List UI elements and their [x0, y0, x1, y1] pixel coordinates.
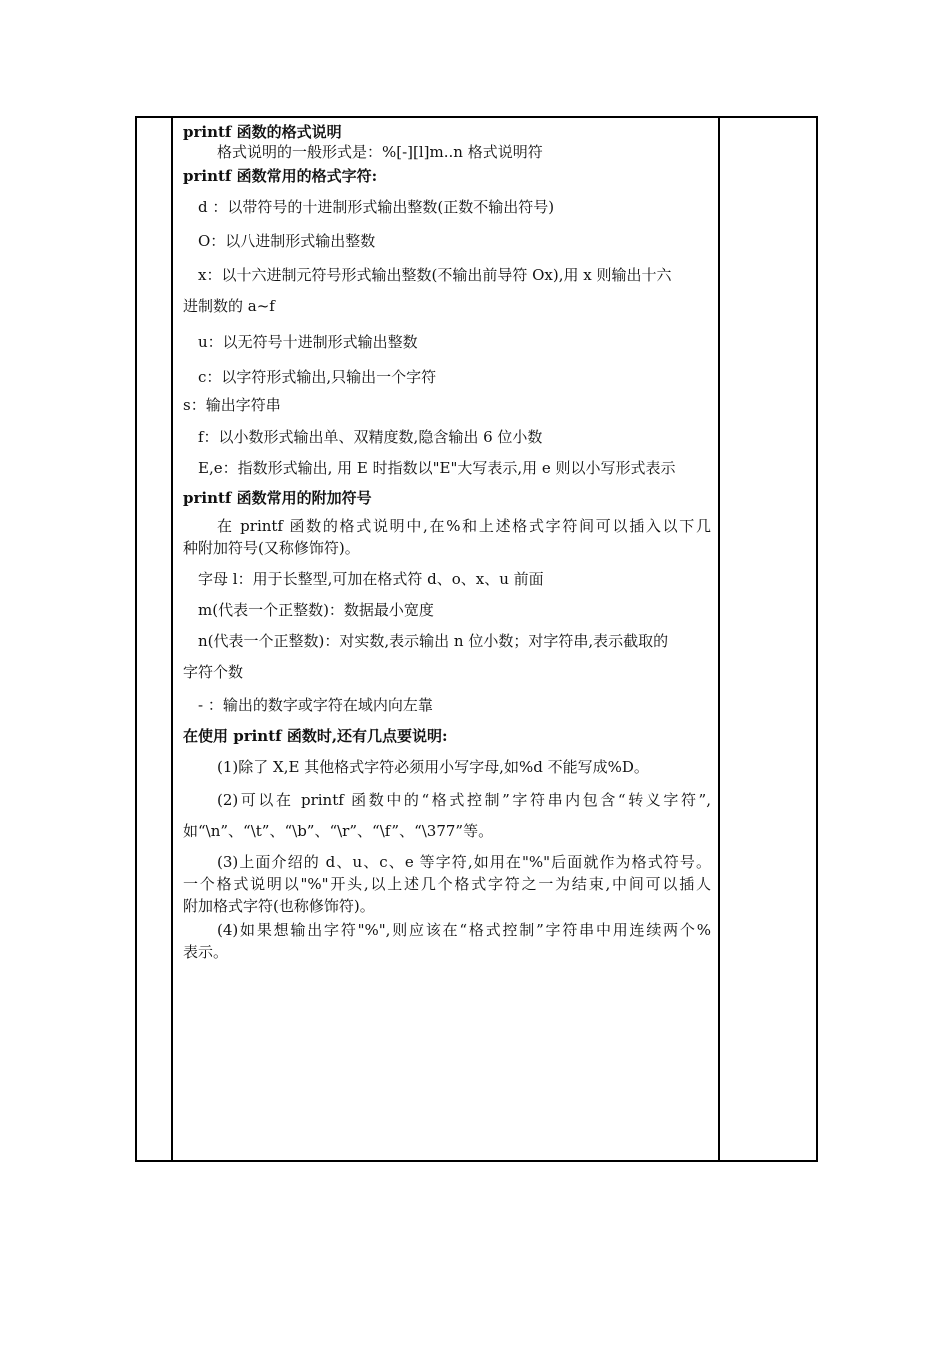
modifier-n-line-cont: 字符个数	[183, 663, 244, 681]
format-c-line: c：以字符形式输出,只输出一个字符	[198, 368, 437, 386]
note-3-line: (3)上面介绍的 d、u、c、e 等字符,如用在"%"后面就作为格式符号。	[217, 853, 711, 871]
note-2-line: (2)可以在 printf 函数中的“格式控制”字符串内包含“转义字符”,	[217, 791, 711, 809]
heading-notes: 在使用 printf 函数时,还有几点要说明:	[183, 727, 448, 745]
modifier-m-line: m(代表一个正整数)：数据最小宽度	[198, 601, 434, 619]
lesson-table	[135, 116, 818, 1162]
format-u-line: u：以无符号十进制形式输出整数	[198, 333, 418, 351]
format-d-line: d ：以带符号的十进制形式输出整数(正数不输出符号)	[198, 198, 555, 216]
format-x-line-cont: 进制数的 a~f	[183, 297, 275, 315]
note-3-line-end: 附加格式字符(也称修饰符)。	[183, 897, 375, 915]
note-1-line: (1)除了 X,E 其他格式字符必须用小写字母,如%d 不能写成%D。	[217, 758, 649, 776]
note-2-line-cont: 如“\n”、“\t”、“\b”、“\r”、“\f”、“\377”等。	[183, 822, 494, 840]
right-column-cell	[718, 118, 816, 1160]
left-column-cell	[137, 118, 173, 1160]
heading-format-spec: printf 函数的格式说明	[183, 123, 342, 141]
modifier-n-line: n(代表一个正整数)：对实数,表示输出 n 位小数；对字符串,表示截取的	[198, 632, 669, 650]
format-f-line: f：以小数形式输出单、双精度数,隐含输出 6 位小数	[198, 428, 543, 446]
heading-modifiers: printf 函数常用的附加符号	[183, 489, 372, 507]
modifier-minus-line: - ：输出的数字或字符在域内向左靠	[198, 696, 433, 714]
modifiers-intro-line: 在 printf 函数的格式说明中,在%和上述格式字符间可以插入以下几	[217, 517, 711, 535]
note-4-line: (4)如果想输出字符"%",则应该在“格式控制”字符串中用连续两个%	[217, 921, 711, 939]
note-4-line-end: 表示。	[183, 943, 229, 961]
modifier-l-line: 字母 l：用于长整型,可加在格式符 d、o、x、u 前面	[198, 570, 544, 588]
general-form-line: 格式说明的一般形式是：%[-][l]m..n 格式说明符	[217, 143, 543, 161]
heading-format-chars: printf 函数常用的格式字符:	[183, 167, 378, 185]
note-3-line-cont: 一个格式说明以"%"开头,以上述几个格式字符之一为结束,中间可以插人	[183, 875, 711, 893]
format-x-line: x：以十六进制元符号形式输出整数(不输出前导符 Ox),用 x 则输出十六	[198, 266, 672, 284]
format-e-line: E,e：指数形式输出, 用 E 时指数以"E"大写表示,用 e 则以小写形式表示	[198, 459, 676, 477]
format-s-line: s：输出字符串	[183, 396, 281, 414]
modifiers-intro-line-cont: 种附加符号(又称修饰符)。	[183, 539, 360, 557]
format-o-line: O：以八进制形式输出整数	[198, 232, 376, 250]
content-cell	[173, 118, 718, 1160]
